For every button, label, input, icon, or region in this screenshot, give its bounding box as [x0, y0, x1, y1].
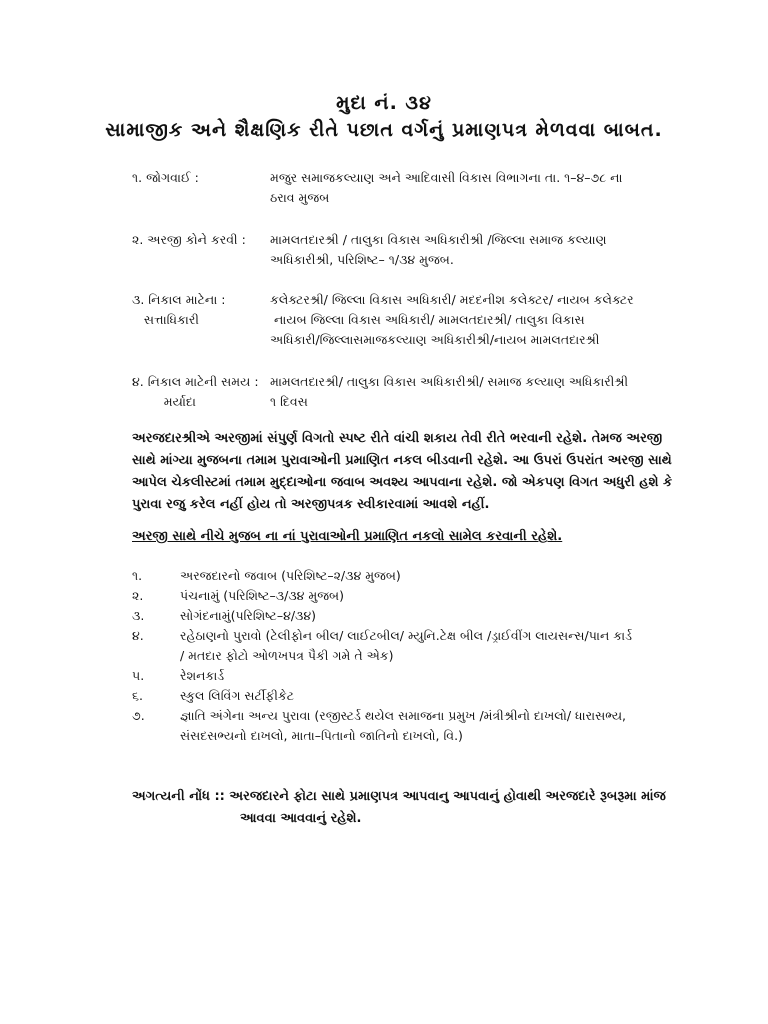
paragraph-line: પુરાવા રજુ કરેલ નહીં હોય તો અરજીપત્રક સ્વીકારવામાં આવશે નહીં. [132, 497, 490, 512]
list-item-number: ૬. [132, 688, 143, 703]
field-value-line: મામલતદારશ્રી / તાલુકા વિકાસ અધિકારીશ્રી /જિલ્લા સમાજ કલ્યાણ [270, 232, 607, 247]
list-item-text: સંસદસભ્યનો દાખલો, માતા–પિતાનો જાતિનો દાખલો, વિ.) [180, 728, 463, 743]
field-value-line: મજુર સમાજકલ્યાણ અને આદિવાસી વિકાસ વિભાગના તા. ૧–૪–૭૮ ના [270, 170, 623, 185]
list-item [132, 666, 692, 686]
note-line: અગત્યની નોંધ :: અરજદારને ફોટા સાથે પ્રમાણપત્ર આપવાનુ આપવાનું હોવાથી અરજદારે રૂબરૂમા માંજ [132, 789, 666, 804]
list-item-number: ૪. [132, 628, 144, 643]
field-label-continued: મર્યાદા [132, 394, 196, 409]
important-note [132, 786, 692, 830]
list-item [132, 626, 692, 666]
note-line: આવવા આવવાનું રહેશે. [240, 811, 362, 826]
field-value [270, 372, 768, 412]
list-item-number: ૧. [132, 568, 143, 583]
field-label: ૪. નિકાલ માટેની સમય : [132, 374, 259, 389]
paragraph-line: અરજદારશ્રીએ અરજીમાં સંપુર્ણ વિગતો સ્પષ્ટ રીતે વાંચી શકાય તેવી રીતે ભરવાની રહેશે. તેમજ અરજી [132, 431, 663, 446]
field-value-line: ૧ દિવસ [270, 394, 308, 409]
list-item [132, 686, 692, 706]
list-item-text: સોગંદનામું(પરિશિષ્ટ–૪/૩૪) [180, 608, 316, 623]
list-item-text: અરજદારનો જવાબ (પરિશિષ્ટ–૨/૩૪ મુજબ) [180, 568, 401, 583]
field-label: ૨. અરજી કોને કરવી : [132, 232, 246, 247]
paragraph-line: સાથે માંગ્યા મુજબના તમામ પુરાવાઓની પ્રમાણિત નકલ બીડવાની રહેશે. આ ઉપરાં ઉપરાંત અરજી સાથે [132, 453, 672, 468]
list-item-text: પંચનામું (પરિશિષ્ટ–૩/૩૪ મુજબ) [180, 588, 344, 603]
list-item-text: રહેઠાણનો પુરાવો (ટેલીફોન બીલ/ લાઈટબીલ/ મ્યુનિ.ટેક્ષ બીલ /ડ્રાઈવીંગ લાયસન્સ/પાન કાર્ડ [180, 628, 632, 643]
paragraph-line: આપેલ ચેકલીસ્ટમાં તમામ મુદ્દાઓના જવાબ અવશ્ય આપવાના રહેશે. જો એકપણ વિગત અધુરી હશે કે [132, 475, 673, 490]
field-value [270, 230, 768, 270]
field-value [270, 168, 768, 208]
list-item-text: રેશનકાર્ડ [180, 668, 225, 683]
list-item-text: સ્કુલ લિવિંગ સર્ટીફીકેટ [180, 688, 294, 703]
field-value-line: મામલતદારશ્રી/ તાલુકા વિકાસ અધિકારીશ્રી/ સમાજ કલ્યાણ અધિકારીશ્રી [270, 374, 629, 389]
field-value-line: ઠરાવ મુજબ [270, 190, 330, 205]
field-label-continued: સત્તાધિકારી [132, 312, 199, 327]
list-item [132, 586, 692, 606]
field-label: ૧. જોગવાઈ : [132, 170, 199, 185]
instruction-paragraph [132, 428, 684, 516]
list-item [132, 566, 692, 586]
list-item [132, 706, 692, 746]
list-item-text: જ્ઞાતિ અંગેના અન્ય પુરાવા (રજીસ્ટર્ડ થયેલ સમાજના પ્રમુખ /મંત્રીશ્રીનો દાખલો/ ધારાસભ્ય, [180, 708, 627, 723]
list-item-number: ૩. [132, 608, 145, 623]
field-value-line: કલેક્ટરશ્રી/ જિલ્લા વિકાસ અધિકારી/ મદદનીશ કલેક્ટર/ નાયબ કલેક્ટર [270, 292, 634, 307]
documents-list [132, 566, 692, 746]
documents-heading: અરજી સાથે નીચે મુજબ ના નાં પુરાવાઓની પ્રમાણિત નકલો સામેલ કરવાની રહેશે. [132, 529, 563, 544]
field-label: ૩. નિકાલ માટેના : [132, 292, 226, 307]
field-value [270, 290, 768, 350]
page-subtitle: સામાજીક અને શૈક્ષણિક રીતે પછાત વર્ગનું પ્રમાણપત્ર મેળવવા બાબત. [105, 119, 663, 141]
field-value-line: અધિકારી/જિલ્લાસમાજકલ્યાણ અધિકારીશ્રી/નાયબ મામલતદારશ્રી [270, 332, 600, 347]
field-value-line: અધિકારીશ્રી, પરિશિષ્ટ– ૧/૩૪ મુજબ. [270, 252, 454, 267]
list-item-number: ૫. [132, 668, 145, 683]
list-item-text: / મતદાર ફોટો ઓળખપત્ર પૈકી ગમે તે એક) [180, 648, 394, 663]
field-value-line: નાયબ જિલ્લા વિકાસ અધિકારી/ મામલતદારશ્રી/ તાલુકા વિકાસ [270, 312, 585, 327]
page-title: મુદા નં. ૩૪ [336, 92, 432, 114]
list-item-number: ૨. [132, 588, 144, 603]
list-item-number: ૭. [132, 708, 145, 723]
list-item [132, 606, 692, 626]
